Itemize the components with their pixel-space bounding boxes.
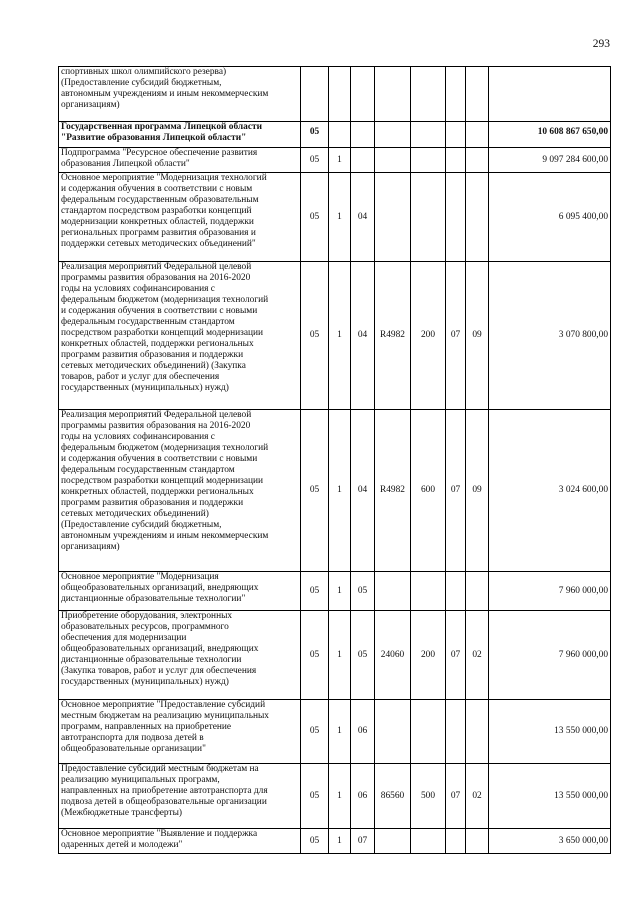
amount: 3 070 800,00 (489, 262, 611, 410)
program-code: 05 (301, 122, 329, 148)
page-number: 293 (592, 38, 610, 50)
table-row (59, 829, 611, 854)
direction-code: R4982 (375, 410, 411, 572)
program-code: 05 (301, 611, 329, 700)
program-code: 05 (301, 173, 329, 262)
subsection-code (466, 148, 489, 173)
row-name: Реализация мероприятий Федеральной целевой программы развития образования на 2016-2020 годы на условиях софинансирования с федеральным бюджетом (модернизация технологий и содержания обучения в соответствии с новыми федеральным государственным стандартом посредством разработки концепций модернизации конкретных областей, поддержки региональных программ развития образования и поддержки сетевых методических объединений) (Закупка товаров, работ и услуг для обеспечения государственных (муниципальных) нужд) (59, 262, 301, 410)
subprogram-code: 1 (329, 410, 351, 572)
subprogram-code: 1 (329, 829, 351, 854)
subsection-code (466, 700, 489, 764)
expense-type-code (411, 67, 446, 122)
activity-code: 05 (351, 572, 375, 611)
amount: 13 550 000,00 (489, 764, 611, 829)
table-row (59, 764, 611, 829)
row-name: Государственная программа Липецкой области "Развитие образования Липецкой области" (59, 122, 301, 148)
row-name: Основное мероприятие "Модернизация технологий и содержания обучения в соответствии с новым федеральным государственным образовательным стандартом посредством разработки концепций модернизации конкретных областей, поддержки региональных программ развития образования и поддержки сетевых методических объединений" (59, 173, 301, 262)
program-code: 05 (301, 829, 329, 854)
section-code: 07 (446, 262, 466, 410)
amount (489, 67, 611, 122)
program-code (301, 67, 329, 122)
expense-type-code (411, 122, 446, 148)
subsection-code (466, 173, 489, 262)
row-name: Основное мероприятие "Предоставление субсидий местным бюджетам на реализацию муниципальных программ, направленных на приобретение автотранспорта для подвоза детей в общеобразовательные организации" (59, 700, 301, 764)
table-row (59, 262, 611, 410)
subsection-code (466, 122, 489, 148)
expense-type-code: 500 (411, 764, 446, 829)
expense-type-code: 200 (411, 611, 446, 700)
subprogram-code: 1 (329, 764, 351, 829)
table-row (59, 122, 611, 148)
program-code: 05 (301, 148, 329, 173)
subprogram-code: 1 (329, 572, 351, 611)
expense-type-code (411, 700, 446, 764)
amount: 9 097 284 600,00 (489, 148, 611, 173)
activity-code: 06 (351, 700, 375, 764)
budget-table (58, 66, 611, 854)
section-code (446, 700, 466, 764)
section-code (446, 829, 466, 854)
expense-type-code (411, 148, 446, 173)
direction-code (375, 122, 411, 148)
section-code (446, 572, 466, 611)
program-code: 05 (301, 262, 329, 410)
subsection-code (466, 829, 489, 854)
subprogram-code: 1 (329, 173, 351, 262)
subprogram-code: 1 (329, 148, 351, 173)
section-code: 07 (446, 611, 466, 700)
section-code (446, 122, 466, 148)
program-code: 05 (301, 572, 329, 611)
section-code (446, 173, 466, 262)
subprogram-code: 1 (329, 700, 351, 764)
subsection-code (466, 67, 489, 122)
activity-code: 07 (351, 829, 375, 854)
expense-type-code: 600 (411, 410, 446, 572)
amount: 13 550 000,00 (489, 700, 611, 764)
section-code (446, 67, 466, 122)
activity-code: 05 (351, 611, 375, 700)
activity-code: 04 (351, 173, 375, 262)
program-code: 05 (301, 410, 329, 572)
direction-code (375, 572, 411, 611)
table-row (59, 572, 611, 611)
direction-code (375, 829, 411, 854)
row-name: Приобретение оборудования, электронных образовательных ресурсов, программного обеспечения для модернизации общеобразовательных организаций, внедряющих дистанционные образовательные технологии (Закупка товаров, работ и услуг для обеспечения государственных (муниципальных) нужд) (59, 611, 301, 700)
table-row (59, 173, 611, 262)
row-name: спортивных школ олимпийского резерва) (Предоставление субсидий бюджетным, автономным учреждениям и иным некоммерческим организациям) (59, 67, 301, 122)
row-name: Основное мероприятие "Выявление и поддержка одаренных детей и молодежи" (59, 829, 301, 854)
direction-code: 86560 (375, 764, 411, 829)
direction-code (375, 67, 411, 122)
table-row (59, 148, 611, 173)
activity-code: 06 (351, 764, 375, 829)
amount: 7 960 000,00 (489, 572, 611, 611)
subsection-code: 09 (466, 262, 489, 410)
section-code: 07 (446, 410, 466, 572)
direction-code (375, 173, 411, 262)
activity-code: 04 (351, 262, 375, 410)
subsection-code: 09 (466, 410, 489, 572)
table-row (59, 410, 611, 572)
program-code: 05 (301, 700, 329, 764)
amount: 7 960 000,00 (489, 611, 611, 700)
subprogram-code: 1 (329, 262, 351, 410)
direction-code (375, 700, 411, 764)
section-code (446, 148, 466, 173)
expense-type-code (411, 829, 446, 854)
amount: 3 650 000,00 (489, 829, 611, 854)
row-name: Основное мероприятие "Модернизация общеобразовательных организаций, внедряющих дистанционные образовательные технологии" (59, 572, 301, 611)
section-code: 07 (446, 764, 466, 829)
row-name: Предоставление субсидий местным бюджетам на реализацию муниципальных программ, направленных на приобретение автотранспорта для подвоза детей в общеобразовательные организации (Межбюджетные трансферты) (59, 764, 301, 829)
expense-type-code (411, 173, 446, 262)
activity-code: 04 (351, 410, 375, 572)
expense-type-code: 200 (411, 262, 446, 410)
row-name: Подпрограмма "Ресурсное обеспечение развития образования Липецкой области" (59, 148, 301, 173)
amount: 3 024 600,00 (489, 410, 611, 572)
subprogram-code: 1 (329, 611, 351, 700)
amount: 6 095 400,00 (489, 173, 611, 262)
subsection-code (466, 572, 489, 611)
amount: 10 608 867 650,00 (489, 122, 611, 148)
program-code: 05 (301, 764, 329, 829)
activity-code (351, 122, 375, 148)
subsection-code: 02 (466, 611, 489, 700)
table-row (59, 67, 611, 122)
direction-code (375, 148, 411, 173)
direction-code: R4982 (375, 262, 411, 410)
subprogram-code (329, 67, 351, 122)
table-row (59, 611, 611, 700)
table-row (59, 700, 611, 764)
row-name: Реализация мероприятий Федеральной целевой программы развития образования на 2016-2020 годы на условиях софинансирования с федеральным бюджетом (модернизация технологий и содержания обучения в соответствии с новыми федеральным государственным стандартом посредством разработки концепций модернизации конкретных областей, поддержки региональных программ развития образования и поддержки сетевых методических объединений) (Предоставление субсидий бюджетным, автономным учреждениям и иным некоммерческим организациям) (59, 410, 301, 572)
direction-code: 24060 (375, 611, 411, 700)
activity-code (351, 148, 375, 173)
expense-type-code (411, 572, 446, 611)
subsection-code: 02 (466, 764, 489, 829)
activity-code (351, 67, 375, 122)
subprogram-code (329, 122, 351, 148)
